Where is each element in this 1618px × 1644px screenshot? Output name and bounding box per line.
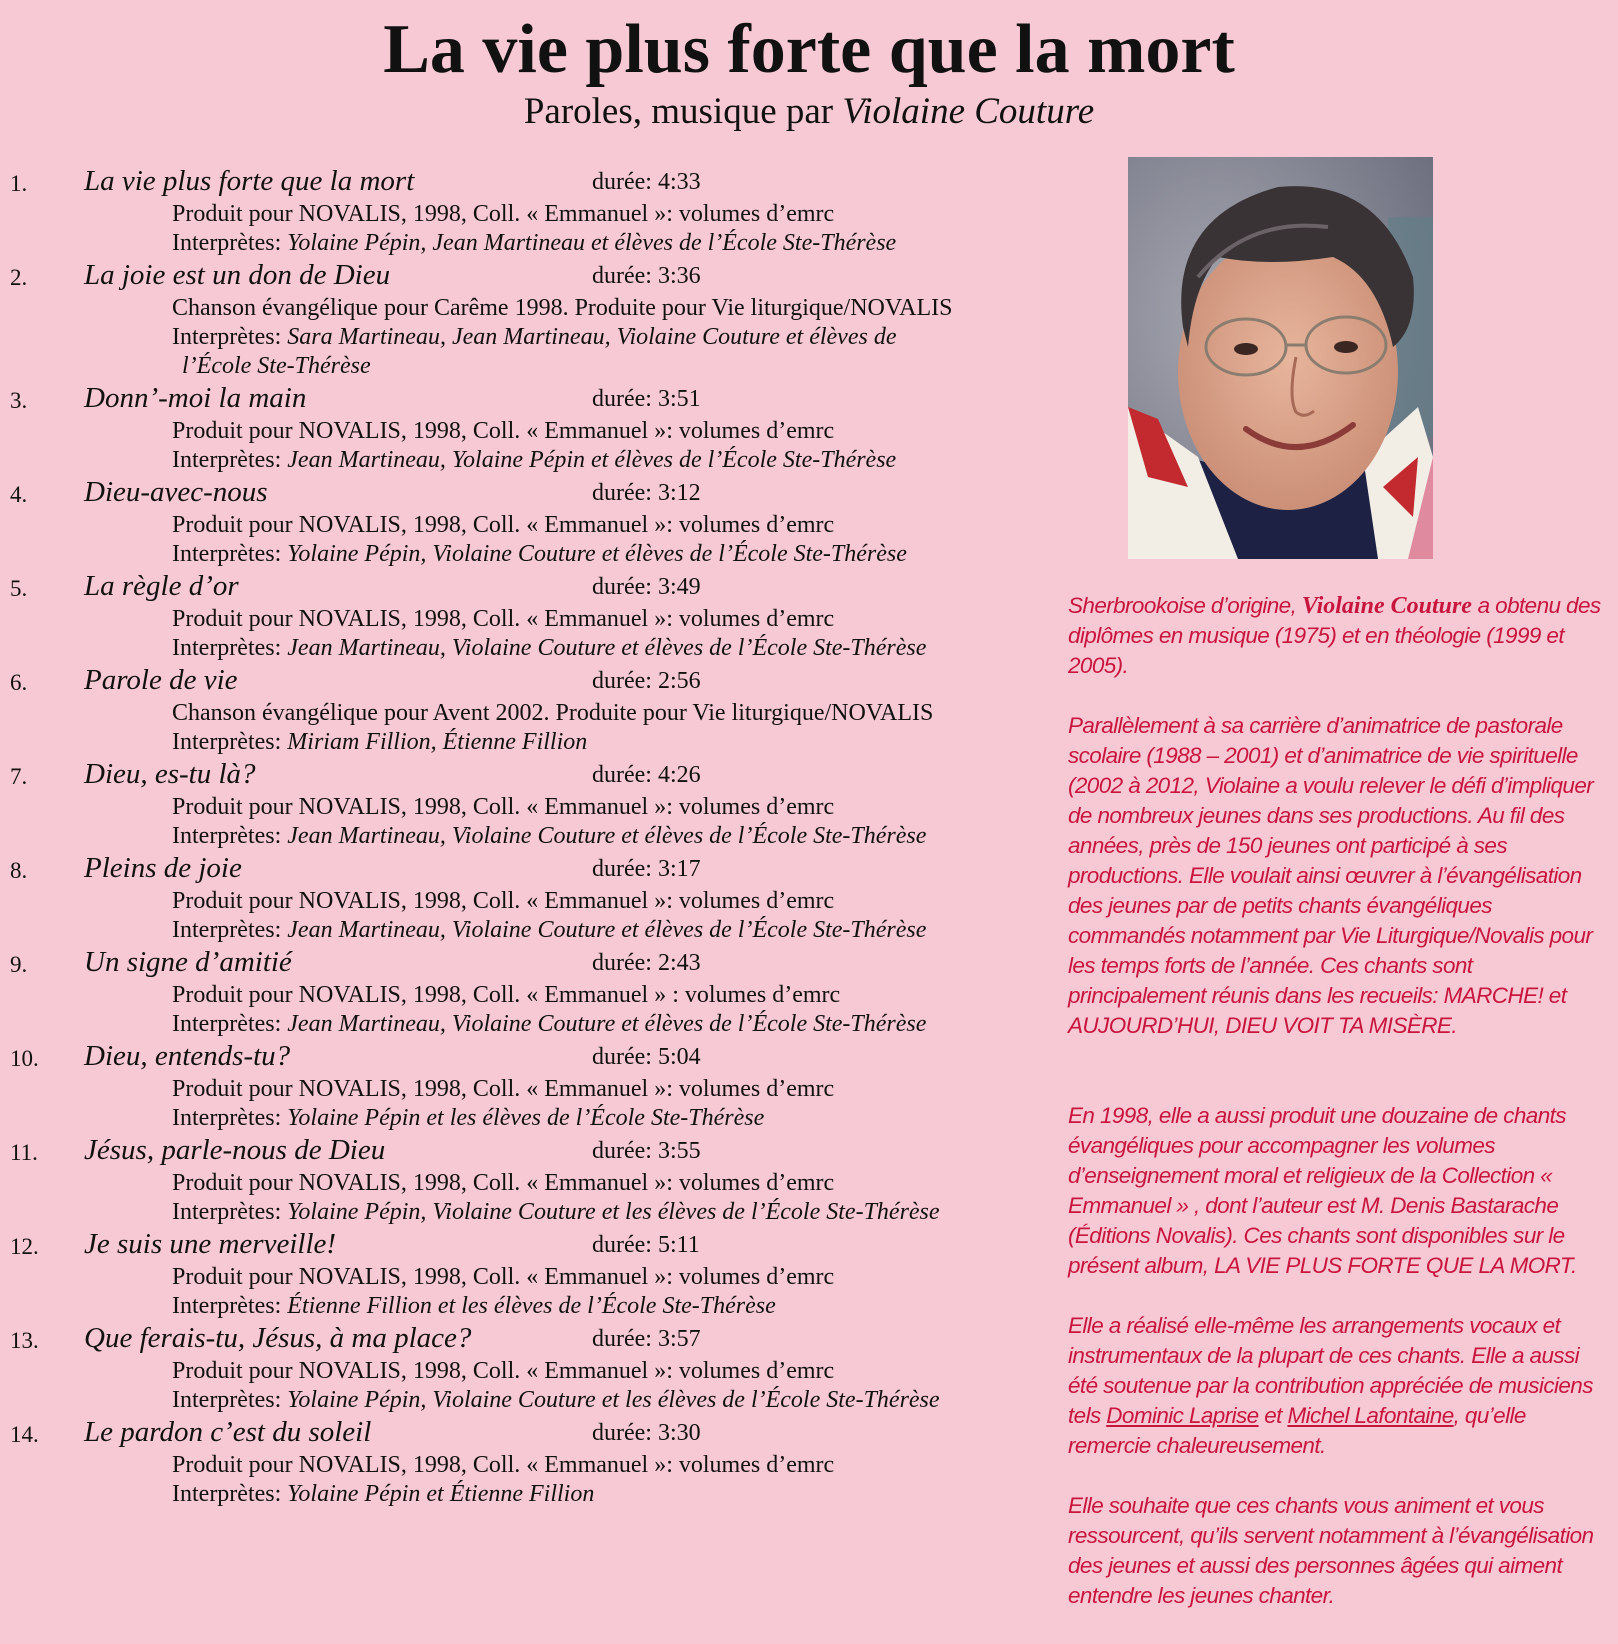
track-title: Parole de vie (84, 664, 238, 696)
performers-label: Interprètes: (172, 1199, 282, 1225)
page-title: La vie plus forte que la mort (383, 11, 1235, 88)
performers-label: Interprètes: (172, 1105, 282, 1131)
performers-label: Interprètes: (172, 1481, 282, 1507)
track-item (0, 476, 1070, 570)
performers-names: Étienne Fillion et les élèves de l’École Ste-Thérèse (287, 1293, 776, 1319)
track-duration (592, 574, 701, 601)
track-item (0, 259, 1070, 382)
performers-names: Sara Martineau, Jean Martineau, Violaine Couture et élèves de (287, 324, 897, 350)
performers-label: Interprètes: (172, 541, 282, 567)
track-item (0, 570, 1070, 664)
track-production: Produit pour NOVALIS, 1998, Coll. « Emmanuel »: volumes d’emrc (172, 1358, 835, 1384)
track-production: Chanson évangélique pour Avent 2002. Produite pour Vie liturgique/NOVALIS (172, 700, 934, 726)
bio-text: AUJOURD’HUI, DIEU VOIT TA MISÈRE. (1068, 1013, 1457, 1038)
performers-label: Interprètes: (172, 1011, 282, 1037)
duration-label: durée: (592, 762, 652, 788)
track-performers (172, 324, 896, 351)
track-title: Je suis une merveille! (84, 1228, 337, 1260)
track-production: Produit pour NOVALIS, 1998, Coll. « Emmanuel »: volumes d’emrc (172, 418, 835, 444)
duration-value: 3:12 (657, 480, 701, 506)
track-number: 2. (10, 265, 28, 290)
track-title: Jésus, parle-nous de Dieu (84, 1134, 386, 1166)
subtitle-author: Violaine Couture (842, 91, 1095, 132)
track-number: 3. (10, 388, 28, 413)
musician-link-michel-lafontaine[interactable]: Michel Lafontaine (1287, 1403, 1454, 1428)
artist-name: Violaine Couture (1301, 593, 1472, 619)
duration-value: 2:56 (657, 668, 701, 694)
bio-text: Elle a réalisé elle-même les arrangements vocaux et instrumentaux de la plupart de ces chants. Elle a aussi été soutenue par la contribution appréciée de musiciens tels (1068, 1313, 1593, 1428)
track-title: La vie plus forte que la mort (84, 165, 415, 197)
track-title: Le pardon c’est du soleil (84, 1416, 372, 1448)
bio-paragraph (1068, 1311, 1608, 1461)
track-performers (172, 447, 896, 474)
track-title: Pleins de joie (84, 852, 242, 884)
duration-label: durée: (592, 263, 652, 289)
performers-names: Miriam Fillion, Étienne Fillion (287, 729, 588, 755)
track-item (0, 852, 1070, 946)
duration-label: durée: (592, 480, 652, 506)
track-duration (592, 1044, 701, 1071)
duration-label: durée: (592, 1232, 652, 1258)
track-performers (172, 1105, 764, 1132)
track-title: Dieu, es-tu là? (84, 758, 256, 790)
performers-names: Yolaine Pépin, Violaine Couture et élèves de l’École Ste-Thérèse (287, 541, 907, 567)
track-production: Produit pour NOVALIS, 1998, Coll. « Emmanuel »: volumes d’emrc (172, 606, 835, 632)
performers-label: Interprètes: (172, 447, 282, 473)
track-production: Produit pour NOVALIS, 1998, Coll. « Emmanuel »: volumes d’emrc (172, 201, 835, 227)
track-item (0, 1416, 1070, 1510)
performers-names: Yolaine Pépin, Violaine Couture et les élèves de l’École Ste-Thérèse (287, 1199, 940, 1225)
track-performers (172, 1481, 594, 1508)
duration-value: 5:11 (657, 1232, 700, 1258)
performers-label: Interprètes: (172, 1387, 282, 1413)
performers-label: Interprètes: (172, 1293, 282, 1319)
track-duration (592, 668, 701, 695)
track-title: Dieu-avec-nous (84, 476, 268, 508)
track-production: Produit pour NOVALIS, 1998, Coll. « Emmanuel »: volumes d’emrc (172, 1170, 835, 1196)
bio-paragraph (1068, 1101, 1608, 1281)
track-number: 7. (10, 764, 28, 789)
track-duration (592, 1232, 700, 1259)
track-production: Produit pour NOVALIS, 1998, Coll. « Emmanuel »: volumes d’emrc (172, 1452, 835, 1478)
performers-names: Jean Martineau, Violaine Couture et élèves de l’École Ste-Thérèse (287, 917, 927, 943)
track-number: 8. (10, 858, 28, 883)
duration-label: durée: (592, 856, 652, 882)
track-performers (172, 823, 926, 850)
duration-value: 3:36 (657, 263, 701, 289)
track-number: 14. (10, 1422, 39, 1447)
track-item (0, 382, 1070, 476)
track-item (0, 1228, 1070, 1322)
track-duration (592, 1420, 701, 1447)
duration-value: 5:04 (657, 1044, 701, 1070)
duration-value: 4:33 (657, 169, 701, 195)
performers-names: Yolaine Pépin, Violaine Couture et les élèves de l’École Ste-Thérèse (287, 1387, 940, 1413)
track-duration (592, 480, 701, 507)
bio-paragraph (1068, 711, 1608, 1041)
performers-label: Interprètes: (172, 917, 282, 943)
track-number: 10. (10, 1046, 39, 1071)
track-production: Produit pour NOVALIS, 1998, Coll. « Emmanuel »: volumes d’emrc (172, 888, 835, 914)
performers-label: Interprètes: (172, 635, 282, 661)
page-subtitle (0, 90, 1618, 134)
duration-value: 3:17 (657, 856, 701, 882)
track-duration (592, 950, 701, 977)
duration-value: 3:30 (657, 1420, 701, 1446)
performers-label: Interprètes: (172, 324, 282, 350)
track-performers (172, 230, 896, 257)
track-number: 6. (10, 670, 28, 695)
bio-text: et (1258, 1403, 1288, 1428)
duration-label: durée: (592, 169, 652, 195)
performers-names: Yolaine Pépin et les élèves de l’École Ste-Thérèse (287, 1105, 765, 1131)
duration-label: durée: (592, 1420, 652, 1446)
musician-link-dominic-laprise[interactable]: Dominic Laprise (1106, 1403, 1259, 1428)
duration-value: 3:57 (657, 1326, 701, 1352)
track-number: 13. (10, 1328, 39, 1353)
track-number: 9. (10, 952, 28, 977)
duration-value: 4:26 (657, 762, 701, 788)
portrait-illustration (1128, 157, 1433, 559)
track-title: Dieu, entends-tu? (84, 1040, 291, 1072)
track-list (0, 165, 1070, 1510)
performers-label: Interprètes: (172, 823, 282, 849)
duration-label: durée: (592, 386, 652, 412)
performers-names: l’École Ste-Thérèse (182, 353, 371, 379)
performers-label: Interprètes: (172, 230, 282, 256)
track-item (0, 1134, 1070, 1228)
track-title: Un signe d’amitié (84, 946, 292, 978)
track-title: Que ferais-tu, Jésus, à ma place? (84, 1322, 472, 1354)
track-item (0, 1322, 1070, 1416)
track-duration (592, 1138, 701, 1165)
track-number: 12. (10, 1234, 39, 1259)
bio-text: Sherbrookoise d’origine, (1068, 593, 1302, 618)
bio-paragraph (1068, 591, 1608, 681)
track-production: Produit pour NOVALIS, 1998, Coll. « Emmanuel » : volumes d’emrc (172, 982, 841, 1008)
track-duration (592, 263, 701, 290)
track-performers (172, 635, 926, 662)
bio-text: a obtenu des diplômes en musique (1975) et en théologie (1999 et 2005). (1068, 593, 1601, 678)
track-performers (172, 729, 587, 756)
performers-names: Yolaine Pépin, Jean Martineau et élèves de l’École Ste-Thérèse (287, 230, 897, 256)
track-production: Produit pour NOVALIS, 1998, Coll. « Emmanuel »: volumes d’emrc (172, 794, 835, 820)
bio-text: Elle souhaite que ces chants vous animent et vous ressourcent, qu’ils servent notamment à l’évangélisation des jeunes et aussi des personnes âgées qui aiment entendre les jeunes chanter. (1068, 1493, 1594, 1608)
duration-label: durée: (592, 1044, 652, 1070)
bio-text: En 1998, elle a aussi produit une douzaine de chants évangéliques pour accompagner les volumes d’enseignement moral et religieux de la Collection « Emmanuel » , dont l’auteur est M. Denis Bastarache (Éditions Novalis). Ces chants sont disponibles sur le présent album, LA VIE PLUS FORTE QUE LA MORT. (1068, 1103, 1577, 1278)
duration-value: 3:49 (657, 574, 701, 600)
track-production: Produit pour NOVALIS, 1998, Coll. « Emmanuel »: volumes d’emrc (172, 512, 835, 538)
duration-label: durée: (592, 1138, 652, 1164)
track-title: La joie est un don de Dieu (84, 259, 391, 291)
track-production: Chanson évangélique pour Carême 1998. Produite pour Vie liturgique/NOVALIS (172, 295, 953, 321)
performers-names: Jean Martineau, Yolaine Pépin et élèves de l’École Ste-Thérèse (287, 447, 897, 473)
duration-label: durée: (592, 950, 652, 976)
performers-names: Jean Martineau, Violaine Couture et élèves de l’École Ste-Thérèse (287, 1011, 927, 1037)
track-number: 1. (10, 171, 28, 196)
performers-names: Yolaine Pépin et Étienne Fillion (287, 1481, 595, 1507)
track-duration (592, 169, 701, 196)
track-performers (172, 541, 907, 568)
track-number: 4. (10, 482, 28, 507)
track-item (0, 664, 1070, 758)
duration-value: 2:43 (657, 950, 701, 976)
track-title: Donn’-moi la main (84, 382, 307, 414)
track-number: 11. (10, 1140, 38, 1165)
track-item (0, 946, 1070, 1040)
bio-text: Parallèlement à sa carrière d’animatrice de pastorale scolaire (1988 – 2001) et d’animatrice de vie spirituelle (2002 à 2012, Violaine a voulu relever le défi d’impliquer de nombreux jeunes dans ses productions. Au fil des années, près de 150 jeunes ont participé à ses productions. Elle voulait ainsi œuvrer à l’évangélisation des jeunes par de petits chants évangéliques commandés notamment par Vie Liturgique/Novalis pour les temps forts de l’année. Ces chants sont principalement réunis dans les recueils: MARCHE! et (1068, 713, 1594, 1008)
performers-names: Jean Martineau, Violaine Couture et élèves de l’École Ste-Thérèse (287, 635, 927, 661)
duration-value: 3:51 (657, 386, 701, 412)
track-production: Produit pour NOVALIS, 1998, Coll. « Emmanuel »: volumes d’emrc (172, 1076, 835, 1102)
track-performers-continued (182, 353, 371, 380)
bio-paragraph (1068, 1491, 1608, 1611)
duration-label: durée: (592, 668, 652, 694)
bio-text: , qu’elle remercie chaleureusement. (1068, 1403, 1526, 1458)
track-title: La règle d’or (84, 570, 239, 602)
track-performers (172, 1199, 940, 1226)
performers-label: Interprètes: (172, 729, 282, 755)
track-performers (172, 917, 926, 944)
performers-names: Jean Martineau, Violaine Couture et élèves de l’École Ste-Thérèse (287, 823, 927, 849)
track-duration (592, 1326, 701, 1353)
artist-biography (1068, 591, 1608, 1641)
duration-value: 3:55 (657, 1138, 701, 1164)
track-duration (592, 386, 701, 413)
track-item (0, 1040, 1070, 1134)
duration-label: durée: (592, 574, 652, 600)
artist-photo (1128, 157, 1433, 559)
track-duration (592, 762, 701, 789)
track-performers (172, 1293, 776, 1320)
track-duration (592, 856, 701, 883)
subtitle-prefix: Paroles, musique par (523, 91, 843, 132)
track-item (0, 165, 1070, 259)
track-number: 5. (10, 576, 28, 601)
track-item (0, 758, 1070, 852)
duration-label: durée: (592, 1326, 652, 1352)
track-production: Produit pour NOVALIS, 1998, Coll. « Emmanuel »: volumes d’emrc (172, 1264, 835, 1290)
track-performers (172, 1011, 926, 1038)
track-performers (172, 1387, 940, 1414)
